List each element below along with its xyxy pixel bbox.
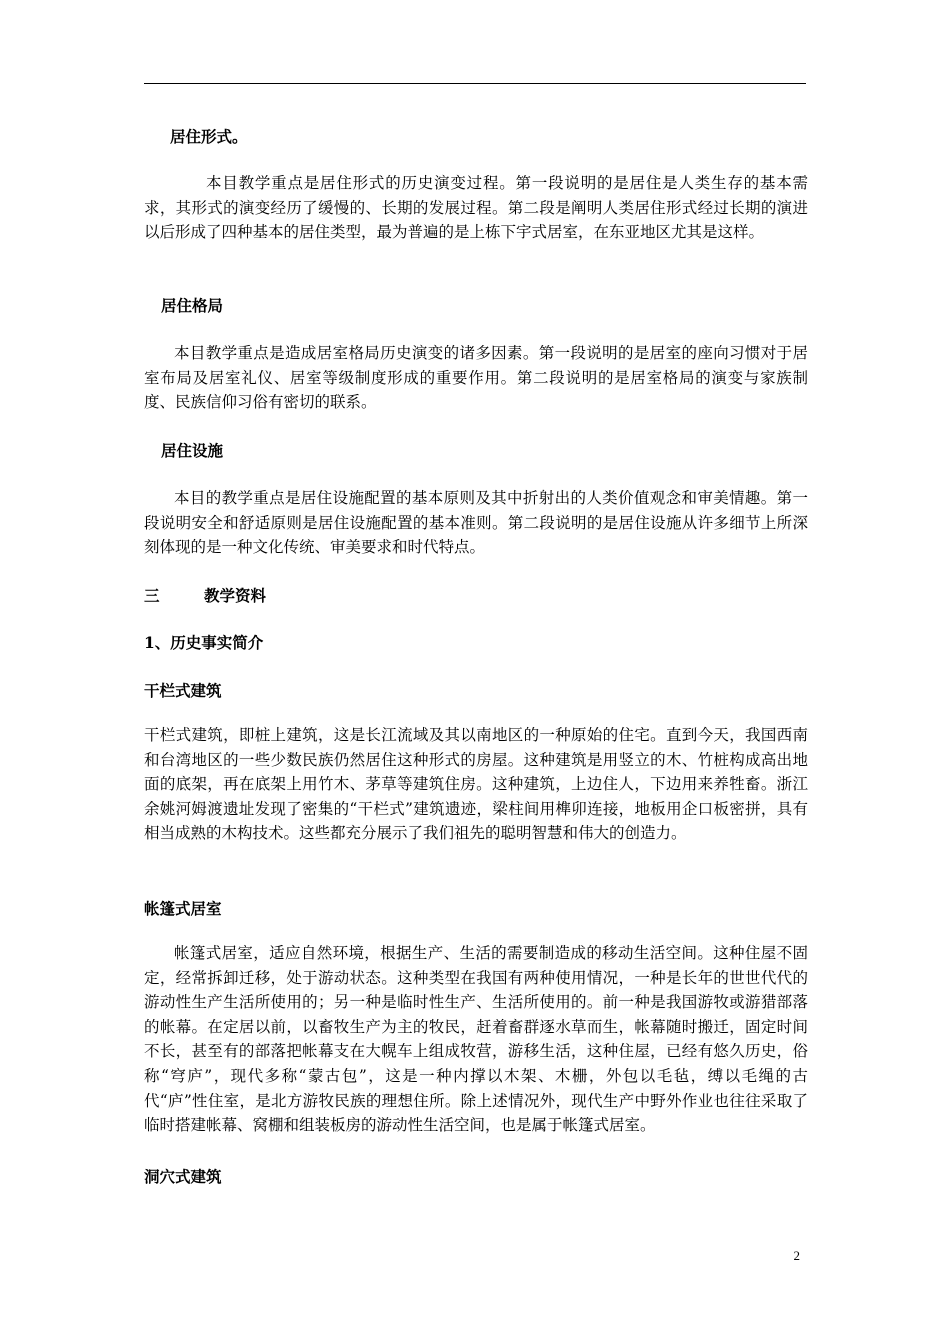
paragraph-tent-dwelling: 帐篷式居室，适应自然环境，根据生产、生活的需要制造成的移动生活空间。这种住屋不固定，经常拆卸迁移，处于游动状态。这种类型在我国有两种使用情况，一种是长年的世世代代的游动性生产生活所使用的；另一种是临时性生产、生活所使用的。前一种是我国游牧或游猎部落的帐幕。在定居以前，以畜牧生产为主的牧民，赶着畜群逐水草而生，帐幕随时搬迁，固定时间不长，甚至有的部落把帐幕支在大幌车上组成牧营，游移生活，这种住屋，已经有悠久历史，俗称“穹庐”，现代多称“蒙古包”，这是一种内撑以木架、木栅，外包以毛毡，缚以毛绳的古代“庐”性住室，是北方游牧民族的理想住所。除上述情况外，现代生产中野外作业也往往采取了临时搭建帐幕、窝棚和组装板房的游动性生活空间，也是属于帐篷式居室。: [144, 944, 808, 1135]
section-title: 教学资料: [204, 586, 267, 605]
paragraph-residence-layout: 本目教学重点是造成居室格局历史演变的诸多因素。第一段说明的是居室的座向习惯对于居室布局及居室礼仪、居室等级制度形成的重要作用。第二段说明的是居室格局的演变与家族制度、民族信仰习俗有密切的联系。: [144, 344, 808, 412]
header-rule: [144, 83, 806, 84]
heading-residence-form: 居住形式。: [170, 127, 248, 146]
paragraph-residence-facility: 本目的教学重点是居住设施配置的基本原则及其中折射出的人类价值观念和审美情趣。第一段说明安全和舒适原则是居住设施配置的基本准则。第二段说明的是居住设施从许多细节上所深刻体现的是一种文化传统、审美要求和时代特点。: [144, 489, 808, 557]
heading-tent-dwelling: 帐篷式居室: [144, 899, 222, 918]
paragraph-residence-form: 本目教学重点是居住形式的历史演变过程。第一段说明的是居住是人类生存的基本需求，其形式的演变经历了缓慢的、长期的发展过程。第二段是阐明人类居住形式经过长期的演进以后形成了四种基本的居住类型，最为普遍的是上栋下宇式居室，在东亚地区尤其是这样。: [144, 174, 808, 242]
heading-residence-layout: 居住格局: [161, 296, 224, 315]
section-heading: [144, 586, 266, 606]
page-number: 2: [793, 1248, 800, 1263]
heading-residence-facility: 居住设施: [161, 441, 224, 460]
section-number: 三: [144, 586, 160, 605]
heading-stilt-building: 干栏式建筑: [144, 681, 222, 700]
subsection-heading: 1、历史事实简介: [144, 633, 264, 652]
heading-cave-building: 洞穴式建筑: [144, 1167, 222, 1186]
paragraph-stilt-building: 干栏式建筑，即桩上建筑，这是长江流域及其以南地区的一种原始的住宅。直到今天，我国西南和台湾地区的一些少数民族仍然居住这种形式的房屋。这种建筑是用竖立的木、竹桩构成高出地面的底架，再在底架上用竹木、茅草等建筑住房。这种建筑，上边住人，下边用来养牲畜。浙江余姚河姆渡遗址发现了密集的“干栏式”建筑遗迹，梁柱间用榫卯连接，地板用企口板密拼，具有相当成熟的木构技术。这些都充分展示了我们祖先的聪明智慧和伟大的创造力。: [144, 726, 808, 843]
